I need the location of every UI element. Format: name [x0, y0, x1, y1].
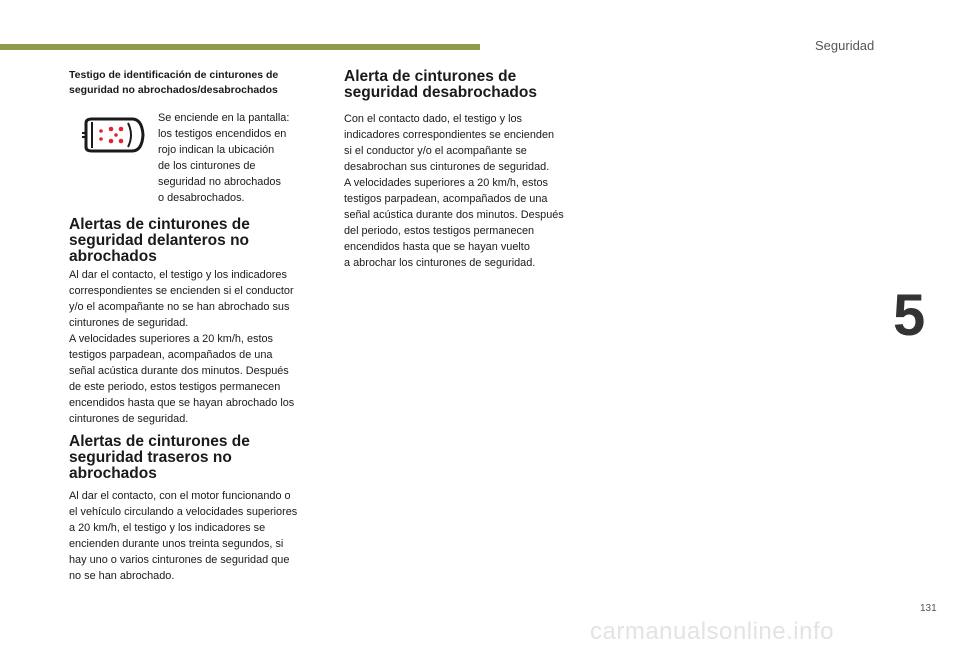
unfastened-alert-body: Con el contacto dado, el testigo y los indicadores correspondientes se encienden si el conductor y/o el acompañante se desabrochan sus cinturones de seguridad. A velocidades superiores a 20 km/h, estos testigos parpadean, acompañados de una señal acústica durante dos minutos. Después del periodo, estos testigos permanecen encendidos hasta que se hayan vuelto a abrochar los cinturones de seguridad.: [344, 113, 564, 269]
page-number: 131: [920, 603, 937, 614]
front-alert-body-block: [69, 267, 334, 427]
rear-alert-body-block: [69, 488, 334, 584]
section-title: Seguridad: [815, 38, 875, 53]
unfastened-alert-body-block: [344, 111, 609, 271]
indicator-heading: Testigo de identificación de cinturones de seguridad no abrochados/desabrochados: [69, 69, 279, 96]
section-color-bar: [0, 44, 480, 50]
rear-alert-body: Al dar el contacto, con el motor funcionando o el vehículo circulando a velocidades superiores a 20 km/h, el testigo y los indicadores se encienden durante unos treinta segundos, si hay uno o varios cinturones de seguridad que no se han abrochado.: [69, 490, 298, 582]
unfastened-alert-section: [344, 69, 584, 101]
front-alert-section: [69, 217, 319, 265]
indicator-description-block: [158, 110, 328, 206]
indicator-heading-block: [69, 68, 324, 98]
indicator-description: Se enciende en la pantalla: los testigos encendidos en rojo indican la ubicación de los cinturones de seguridad no abrochados o desabrochados.: [158, 112, 290, 204]
rear-alert-section: [69, 434, 319, 482]
seat-belt-car-icon: [80, 117, 146, 153]
watermark: carmanualsonline.info: [590, 618, 834, 645]
chapter-number: 5: [893, 283, 926, 348]
unfastened-alert-heading: Alerta de cinturones de seguridad desabrochados: [344, 68, 537, 101]
rear-alert-heading: Alertas de cinturones de seguridad traseros no abrochados: [69, 433, 250, 482]
front-alert-heading: Alertas de cinturones de seguridad delanteros no abrochados: [69, 216, 250, 265]
front-alert-body: Al dar el contacto, el testigo y los indicadores correspondientes se encienden si el conductor y/o el acompañante no se han abrochado sus cinturones de seguridad. A velocidades superiores a 20 km/h, estos testigos parpadean, acompañados de una señal acústica durante dos minutos. Después de este periodo, estos testigos permanecen encendidos hasta que se hayan abrochado los cinturones de seguridad.: [69, 269, 295, 425]
